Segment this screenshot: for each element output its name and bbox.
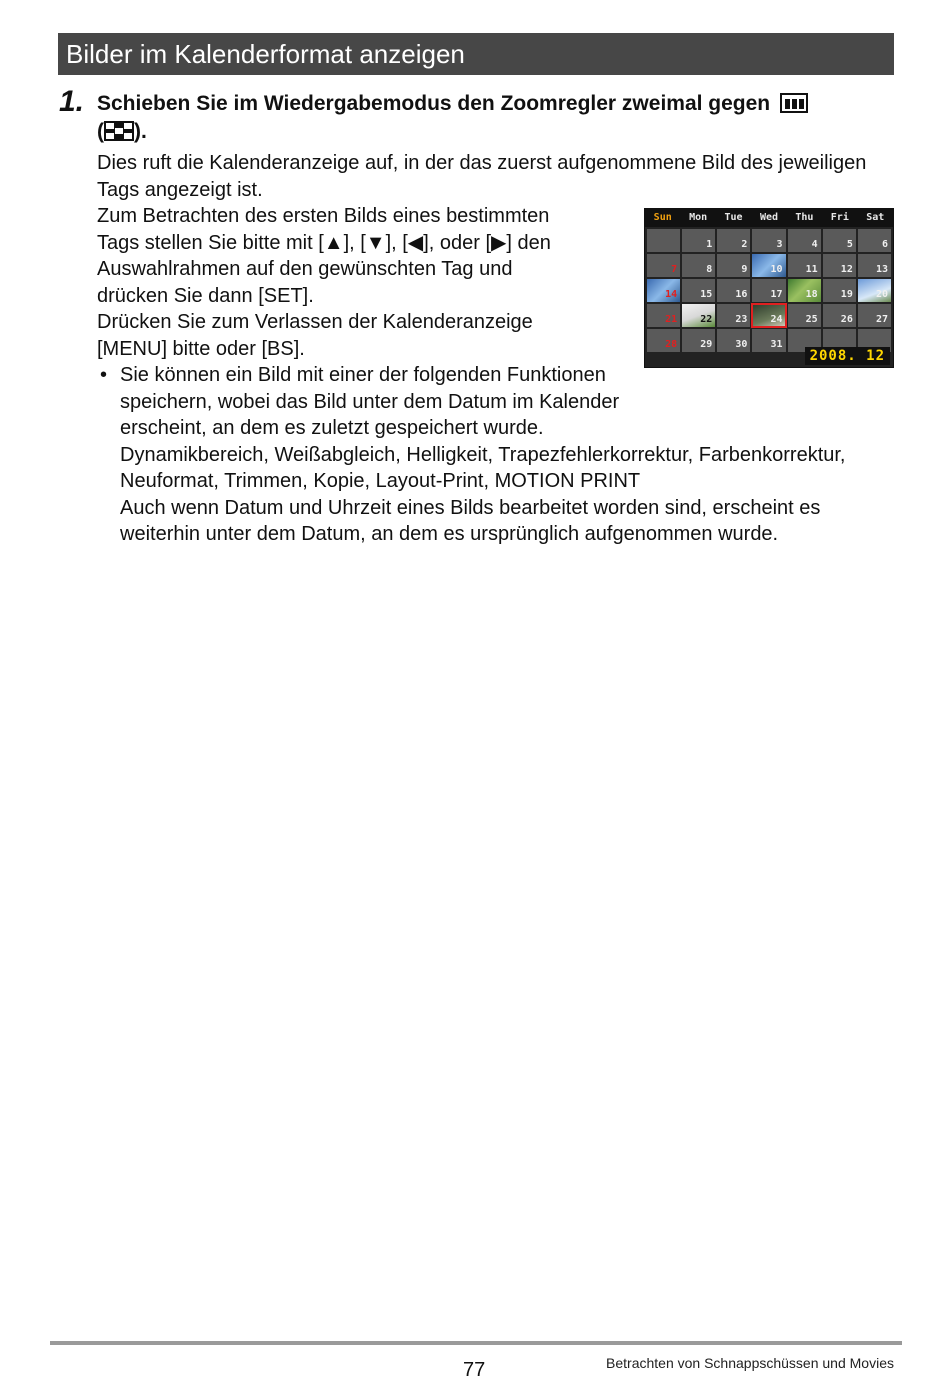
weekday-label: Thu <box>795 212 814 223</box>
paragraph-select-day: Zum Betrachten des ersten Bilds eines bestimmten Tags stellen Sie bitte mit [▲], [▼], [◀], oder [▶] den Auswahlrahmen auf den gewünschten Tag und drücken Sie dann [SET]. <box>97 205 551 307</box>
bullet-line-functions-list: Dynamikbereich, Weißabgleich, Helligkeit, Trapezfehlerkorrektur, Farbenkorrektur, Neuformat, Trimmen, Kopie, Layout-Print, MOTION PRINT <box>120 443 846 492</box>
step-heading <box>97 90 892 146</box>
calendar-day-cell[interactable]: 30 <box>717 329 750 352</box>
calendar-day-cell-photo[interactable]: 10 <box>752 254 785 277</box>
step-heading-text: Schieben Sie im Wiedergabemodus den Zoomregler zweimal gegen <box>97 92 771 115</box>
footer-chapter-title: Betrachten von Schnappschüssen und Movies <box>606 1355 894 1371</box>
calendar-day-cell-photo[interactable]: 20 <box>858 279 891 302</box>
weekday-label: Wed <box>759 212 778 223</box>
calendar-grid-icon <box>104 121 134 141</box>
bullet-text-1: Sie können ein Bild mit einer der folgenden Funktionen speichern, wobei das Bild unter dem Datum im Kalender erscheint, an dem es zuletzt gespeichert wurde. <box>120 364 620 439</box>
calendar-day-cell[interactable]: 2 <box>717 229 750 252</box>
paren-open: ( <box>97 120 104 143</box>
paragraph-exit-calendar: Drücken Sie zum Verlassen der Kalenderanzeige [MENU] bitte oder [BS]. <box>97 311 533 360</box>
calendar-day-cell[interactable]: 19 <box>823 279 856 302</box>
calendar-day-cell[interactable] <box>647 229 680 252</box>
calendar-day-cell[interactable]: 11 <box>788 254 821 277</box>
weekday-label: Tue <box>724 212 743 223</box>
calendar-day-cell[interactable]: 31 <box>752 329 785 352</box>
calendar-grid <box>645 227 893 354</box>
calendar-day-cell[interactable]: 8 <box>682 254 715 277</box>
weekday-label: Sun <box>653 212 672 223</box>
calendar-day-cell[interactable]: 16 <box>717 279 750 302</box>
calendar-day-cell[interactable]: 6 <box>858 229 891 252</box>
calendar-day-cell-photo[interactable]: 18 <box>788 279 821 302</box>
bullet-mark: • <box>100 364 108 386</box>
calendar-day-cell[interactable]: 15 <box>682 279 715 302</box>
footer-divider <box>50 1341 902 1345</box>
paragraph-calendar-intro: Dies ruft die Kalenderanzeige auf, in der das zuerst aufgenommene Bild des jeweiligen Tags angezeigt ist. <box>97 152 867 201</box>
calendar-day-cell[interactable]: 1 <box>682 229 715 252</box>
calendar-day-cell[interactable]: 21 <box>647 304 680 327</box>
paren-close: ). <box>134 120 147 143</box>
calendar-day-cell[interactable]: 29 <box>682 329 715 352</box>
calendar-day-cell-photo[interactable]: 14 <box>647 279 680 302</box>
bullet-note <box>100 362 900 548</box>
section-title: Bilder im Kalenderformat anzeigen <box>58 33 894 75</box>
calendar-day-cell[interactable]: 9 <box>717 254 750 277</box>
bullet-line-date-note: Auch wenn Datum und Uhrzeit eines Bilds bearbeitet worden sind, erscheint es weiterhin unter dem Datum, an dem es ursprünglich aufgenommen wurde. <box>120 496 821 545</box>
calendar-day-cell[interactable]: 4 <box>788 229 821 252</box>
calendar-day-cell[interactable]: 26 <box>823 304 856 327</box>
calendar-day-cell[interactable]: 23 <box>717 304 750 327</box>
calendar-screenshot <box>644 208 894 368</box>
weekday-label: Sat <box>866 212 885 223</box>
calendar-day-cell[interactable]: 17 <box>752 279 785 302</box>
calendar-year-month: 2008. 12 <box>805 347 890 365</box>
calendar-day-cell[interactable]: 3 <box>752 229 785 252</box>
calendar-day-cell[interactable]: 28 <box>647 329 680 352</box>
step-number: 1. <box>59 85 85 118</box>
calendar-day-cell-selected[interactable]: 24 <box>752 304 785 327</box>
calendar-weekday-header <box>645 209 893 227</box>
calendar-day-cell[interactable]: 12 <box>823 254 856 277</box>
weekday-label: Mon <box>689 212 708 223</box>
page-number: 77 <box>463 1359 486 1381</box>
calendar-day-cell-photo[interactable]: 22 <box>682 304 715 327</box>
calendar-day-cell[interactable]: 27 <box>858 304 891 327</box>
wide-zoom-icon <box>780 93 808 113</box>
bullet-line-save-functions-intro <box>120 362 620 442</box>
weekday-label: Fri <box>830 212 849 223</box>
calendar-day-cell[interactable]: 5 <box>823 229 856 252</box>
calendar-day-cell[interactable]: 25 <box>788 304 821 327</box>
calendar-day-cell[interactable]: 7 <box>647 254 680 277</box>
calendar-day-cell[interactable]: 13 <box>858 254 891 277</box>
